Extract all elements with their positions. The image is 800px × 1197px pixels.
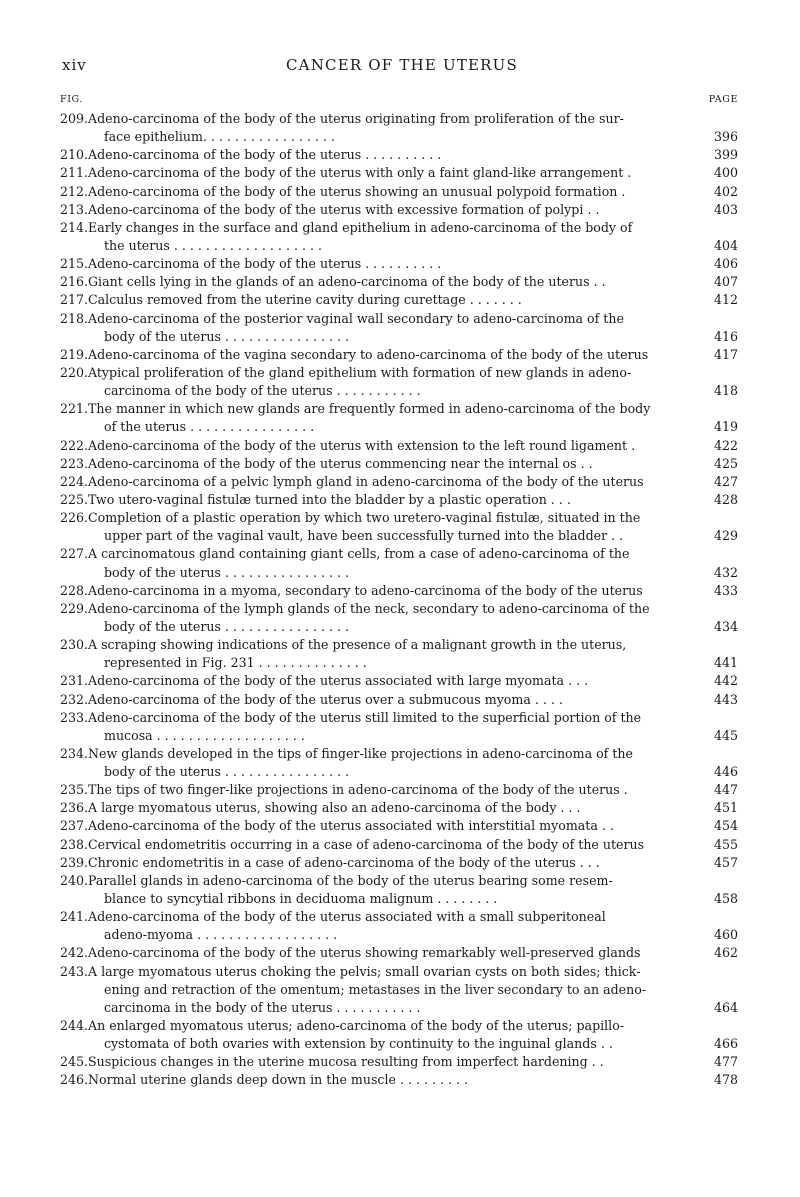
page-reference: 442 (713, 673, 738, 689)
figure-caption: adeno-myoma . . . . . . . . . . . . . . . . . . (104, 927, 338, 943)
entry-line (60, 999, 738, 1017)
page-reference: 478 (713, 1072, 738, 1088)
entry-line (60, 545, 738, 563)
figure-caption: upper part of the vaginal vault, have been successfully turned into the bladder . . (104, 528, 624, 544)
figure-entry (60, 854, 738, 872)
page-reference: 399 (713, 147, 738, 163)
entry-line (60, 600, 738, 618)
figure-number: 230. (60, 637, 89, 653)
entry-line (60, 291, 738, 309)
figure-entry (60, 255, 738, 273)
figure-caption: of the uterus . . . . . . . . . . . . . . . . (104, 419, 315, 435)
page-reference: 458 (713, 891, 738, 907)
figure-caption: A large myomatous uterus choking the pelvis; small ovarian cysts on both sides; thick- (88, 963, 641, 979)
page-reference: 407 (713, 274, 738, 290)
entry-line (60, 455, 738, 473)
figure-caption: Early changes in the surface and gland epithelium in adeno-carcinoma of the body of (88, 219, 633, 235)
figure-caption: Two utero-vaginal fistulæ turned into the bladder by a plastic operation . . . (88, 491, 571, 507)
figure-entry (60, 691, 738, 709)
figure-list (60, 110, 738, 1090)
page-reference: 425 (713, 455, 738, 471)
page-reference: 427 (713, 473, 738, 489)
figure-entry (60, 781, 738, 799)
entry-line (60, 310, 738, 328)
figure-number: 221. (60, 401, 89, 417)
figure-caption: Adeno-carcinoma of the body of the uterus . . . . . . . . . . (88, 256, 442, 272)
figure-entry (60, 709, 738, 745)
column-headings (60, 94, 738, 108)
figure-caption: Calculus removed from the uterine cavity during curettage . . . . . . . (88, 292, 522, 308)
figure-entry (60, 545, 738, 581)
figure-entry (60, 509, 738, 545)
page-reference: 434 (713, 618, 738, 634)
page-reference: 457 (713, 854, 738, 870)
page-reference: 464 (713, 999, 738, 1015)
figure-number: 241. (60, 909, 89, 925)
page-reference: 441 (713, 655, 738, 671)
figure-caption: carcinoma of the body of the uterus . . . . . . . . . . . (104, 383, 421, 399)
entry-line (60, 1017, 738, 1035)
figure-entry (60, 1071, 738, 1089)
entry-line (60, 709, 738, 727)
figure-number: 222. (60, 437, 89, 453)
page-reference: 417 (713, 346, 738, 362)
entry-line (60, 164, 738, 182)
figure-number: 227. (60, 546, 89, 562)
figure-caption: A scraping showing indications of the presence of a malignant growth in the uterus, (88, 637, 627, 653)
page-reference: 443 (713, 691, 738, 707)
page-reference: 406 (713, 256, 738, 272)
page-reference: 402 (713, 183, 738, 199)
page-reference: 433 (713, 582, 738, 598)
page-reference: 454 (713, 818, 738, 834)
entry-line (60, 183, 738, 201)
figure-caption: A carcinomatous gland containing giant cells, from a case of adeno-carcinoma of the (88, 546, 630, 562)
page-reference: 466 (713, 1036, 738, 1052)
figure-caption: Chronic endometritis in a case of adeno-carcinoma of the body of the uterus . . . (88, 854, 600, 870)
page-reference: 404 (713, 237, 738, 253)
figure-entry (60, 872, 738, 908)
figure-caption: Adeno-carcinoma of the body of the uterus . . . . . . . . . . (88, 147, 442, 163)
figure-caption: ening and retraction of the omentum; metastases in the liver secondary to an adeno- (104, 981, 647, 997)
figure-caption: Adeno-carcinoma of the body of the uterus still limited to the superficial portion of the (88, 709, 642, 725)
page-reference: 412 (713, 292, 738, 308)
figure-number: 236. (60, 800, 89, 816)
figure-caption: The manner in which new glands are frequently formed in adeno-carcinoma of the body (88, 401, 651, 417)
entry-line (60, 745, 738, 763)
entry-line (60, 672, 738, 690)
figure-caption: body of the uterus . . . . . . . . . . . . . . . . (104, 764, 350, 780)
figure-number: 243. (60, 963, 89, 979)
entry-line (60, 781, 738, 799)
figure-number: 237. (60, 818, 89, 834)
figure-caption: carcinoma in the body of the uterus . . . . . . . . . . . (104, 999, 421, 1015)
figure-number: 214. (60, 219, 89, 235)
figure-number: 245. (60, 1054, 89, 1070)
entry-line (60, 654, 738, 672)
page-reference: 422 (713, 437, 738, 453)
entry-line (60, 473, 738, 491)
page-reference: 403 (713, 201, 738, 217)
page-reference: 400 (713, 165, 738, 181)
entry-line (60, 890, 738, 908)
figure-entry (60, 817, 738, 835)
figure-entry (60, 437, 738, 455)
figure-entry (60, 291, 738, 309)
entry-line (60, 1035, 738, 1053)
figure-number: 215. (60, 256, 89, 272)
entry-line (60, 618, 738, 636)
entry-line (60, 691, 738, 709)
page-reference: 447 (713, 782, 738, 798)
figure-caption: body of the uterus . . . . . . . . . . . . . . . . (104, 328, 350, 344)
figure-number: 234. (60, 745, 89, 761)
figure-number: 217. (60, 292, 89, 308)
entry-line (60, 944, 738, 962)
figure-entry (60, 310, 738, 346)
entry-line (60, 346, 738, 364)
figure-number: 218. (60, 310, 89, 326)
entry-line (60, 146, 738, 164)
figure-caption: Adeno-carcinoma of the body of the uterus originating from proliferation of the sur- (88, 111, 624, 126)
figure-number: 235. (60, 782, 89, 798)
entry-line (60, 509, 738, 527)
entry-line (60, 564, 738, 582)
figure-number: 240. (60, 872, 89, 888)
figure-caption: Adeno-carcinoma of the body of the uterus showing remarkably well-preserved glands (88, 945, 641, 961)
figure-entry (60, 273, 738, 291)
figure-caption: represented in Fig. 231 . . . . . . . . . . . . . . (104, 655, 367, 671)
figure-caption: Adeno-carcinoma of the body of the uterus associated with a small subperitoneal (88, 909, 606, 925)
figure-caption: Adeno-carcinoma of the body of the uterus commencing near the internal os . . (88, 455, 593, 471)
figure-caption: cystomata of both ovaries with extension by continuity to the inguinal glands . . (104, 1036, 613, 1052)
page-reference: 429 (713, 528, 738, 544)
figure-caption: Adeno-carcinoma in a myoma, secondary to adeno-carcinoma of the body of the uterus (88, 582, 643, 598)
figure-caption: Parallel glands in adeno-carcinoma of the body of the uterus bearing some resem- (88, 872, 613, 888)
figure-entry (60, 491, 738, 509)
page-reference: 396 (713, 129, 738, 145)
page-reference: 460 (713, 927, 738, 943)
figure-number: 244. (60, 1018, 89, 1034)
figure-number: 219. (60, 346, 89, 362)
figure-caption: Giant cells lying in the glands of an adeno-carcinoma of the body of the uterus . . (88, 274, 606, 290)
figure-caption: Atypical proliferation of the gland epithelium with formation of new glands in adeno- (88, 364, 632, 380)
figure-number: 246. (60, 1072, 89, 1088)
figure-entry (60, 600, 738, 636)
figure-entry (60, 582, 738, 600)
figure-number: 229. (60, 600, 89, 616)
figure-number: 225. (60, 491, 89, 507)
figure-caption: face epithelium. . . . . . . . . . . . . . . . . (104, 129, 336, 145)
entry-line (60, 382, 738, 400)
figure-entry (60, 146, 738, 164)
entry-line (60, 872, 738, 890)
figure-caption: Completion of a plastic operation by which two uretero-vaginal fistulæ, situated in the (88, 510, 641, 526)
figure-number: 213. (60, 201, 89, 217)
figure-entry (60, 672, 738, 690)
figure-caption: Adeno-carcinoma of the body of the uterus with extension to the left round ligament . (88, 437, 636, 453)
page-reference: 428 (713, 491, 738, 507)
entry-line (60, 128, 738, 146)
figure-number: 226. (60, 510, 89, 526)
entry-line (60, 799, 738, 817)
page-number: xiv (62, 56, 87, 74)
figure-number: 212. (60, 183, 89, 199)
page-reference: 432 (713, 564, 738, 580)
figure-number: 211. (60, 165, 89, 181)
page-header (52, 56, 752, 78)
figure-caption: A large myomatous uterus, showing also an adeno-carcinoma of the body . . . (88, 800, 581, 816)
page-reference: 477 (713, 1054, 738, 1070)
figure-caption: New glands developed in the tips of finger-like projections in adeno-carcinoma of the (88, 745, 633, 761)
entry-line (60, 981, 738, 999)
figure-entry (60, 636, 738, 672)
figure-caption: the uterus . . . . . . . . . . . . . . . . . . . (104, 237, 322, 253)
entry-line (60, 110, 738, 128)
entry-line (60, 1071, 738, 1089)
figure-caption: Adeno-carcinoma of the body of the uterus associated with interstitial myomata . . (88, 818, 614, 834)
page-reference: 446 (713, 764, 738, 780)
entry-line (60, 400, 738, 418)
entry-line (60, 437, 738, 455)
figure-caption: Adeno-carcinoma of a pelvic lymph gland in adeno-carcinoma of the body of the uterus (88, 473, 644, 489)
entry-line (60, 1053, 738, 1071)
page-reference: 418 (713, 383, 738, 399)
entry-line (60, 963, 738, 981)
figure-caption: Cervical endometritis occurring in a case of adeno-carcinoma of the body of the uterus (88, 836, 645, 852)
figure-number: 224. (60, 473, 89, 489)
page-reference: 451 (713, 800, 738, 816)
entry-line (60, 255, 738, 273)
figure-caption: Adeno-carcinoma of the body of the uterus with excessive formation of polypi . . (88, 201, 600, 217)
figure-caption: Normal uterine glands deep down in the muscle . . . . . . . . . (88, 1072, 469, 1088)
figure-caption: The tips of two finger-like projections in adeno-carcinoma of the body of the uterus . (88, 782, 628, 798)
figure-number: 232. (60, 691, 89, 707)
figure-number: 220. (60, 364, 89, 380)
entry-line (60, 219, 738, 237)
entry-line (60, 727, 738, 745)
figure-entry (60, 908, 738, 944)
entry-line (60, 854, 738, 872)
figure-number: 233. (60, 709, 89, 725)
running-title: CANCER OF THE UTERUS (285, 56, 518, 74)
entry-line (60, 636, 738, 654)
entry-line (60, 364, 738, 382)
entry-line (60, 201, 738, 219)
figure-caption: Adeno-carcinoma of the vagina secondary to adeno-carcinoma of the body of the uterus (88, 346, 649, 362)
page-reference: 455 (713, 836, 738, 852)
figure-number: 242. (60, 945, 89, 961)
figure-caption: Suspicious changes in the uterine mucosa resulting from imperfect hardening . . (88, 1054, 604, 1070)
page-reference: 416 (713, 328, 738, 344)
figure-entry (60, 110, 738, 146)
figure-caption: Adeno-carcinoma of the body of the uterus associated with large myomata . . . (88, 673, 589, 689)
entry-line (60, 328, 738, 346)
entry-line (60, 273, 738, 291)
entry-line (60, 926, 738, 944)
figure-entry (60, 346, 738, 364)
figure-caption: An enlarged myomatous uterus; adeno-carcinoma of the body of the uterus; papillo- (88, 1018, 625, 1034)
entry-line (60, 491, 738, 509)
page-reference: 419 (713, 419, 738, 435)
entry-line (60, 527, 738, 545)
entry-line (60, 582, 738, 600)
figure-caption: Adeno-carcinoma of the posterior vaginal wall secondary to adeno-carcinoma of the (88, 310, 624, 326)
entry-line (60, 817, 738, 835)
fig-column-heading: FIG. (60, 94, 84, 105)
figure-entry (60, 400, 738, 436)
figure-entry (60, 1053, 738, 1071)
page-column-heading: PAGE (708, 94, 738, 105)
entry-line (60, 908, 738, 926)
figure-number: 228. (60, 582, 89, 598)
figure-number: 216. (60, 274, 89, 290)
figure-number: 210. (60, 147, 89, 163)
figure-caption: mucosa . . . . . . . . . . . . . . . . . . . (104, 727, 305, 743)
entry-line (60, 237, 738, 255)
figure-caption: body of the uterus . . . . . . . . . . . . . . . . (104, 564, 350, 580)
figure-entry (60, 1017, 738, 1053)
figure-number: 223. (60, 455, 89, 471)
entry-line (60, 418, 738, 436)
figure-caption: Adeno-carcinoma of the body of the uterus with only a faint gland-like arrangement . (88, 165, 632, 181)
figure-entry (60, 799, 738, 817)
figure-caption: Adeno-carcinoma of the lymph glands of the neck, secondary to adeno-carcinoma of the (88, 600, 650, 616)
figure-entry (60, 455, 738, 473)
figure-caption: Adeno-carcinoma of the body of the uterus over a submucous myoma . . . . (88, 691, 563, 707)
figure-entry (60, 963, 738, 1017)
figure-number: 239. (60, 854, 89, 870)
figure-number: 209. (60, 111, 89, 126)
page-reference: 445 (713, 727, 738, 743)
figure-entry (60, 473, 738, 491)
figure-number: 231. (60, 673, 89, 689)
figure-entry (60, 836, 738, 854)
figure-number: 238. (60, 836, 89, 852)
entry-line (60, 836, 738, 854)
figure-caption: blance to syncytial ribbons in deciduoma malignum . . . . . . . . (104, 891, 498, 907)
figure-entry (60, 364, 738, 400)
figure-entry (60, 164, 738, 182)
figure-entry (60, 183, 738, 201)
figure-entry (60, 201, 738, 219)
figure-entry (60, 745, 738, 781)
figure-caption: Adeno-carcinoma of the body of the uterus showing an unusual polypoid formation . (88, 183, 626, 199)
figure-entry (60, 219, 738, 255)
figure-caption: body of the uterus . . . . . . . . . . . . . . . . (104, 618, 350, 634)
figure-entry (60, 944, 738, 962)
page-reference: 462 (713, 945, 738, 961)
entry-line (60, 763, 738, 781)
